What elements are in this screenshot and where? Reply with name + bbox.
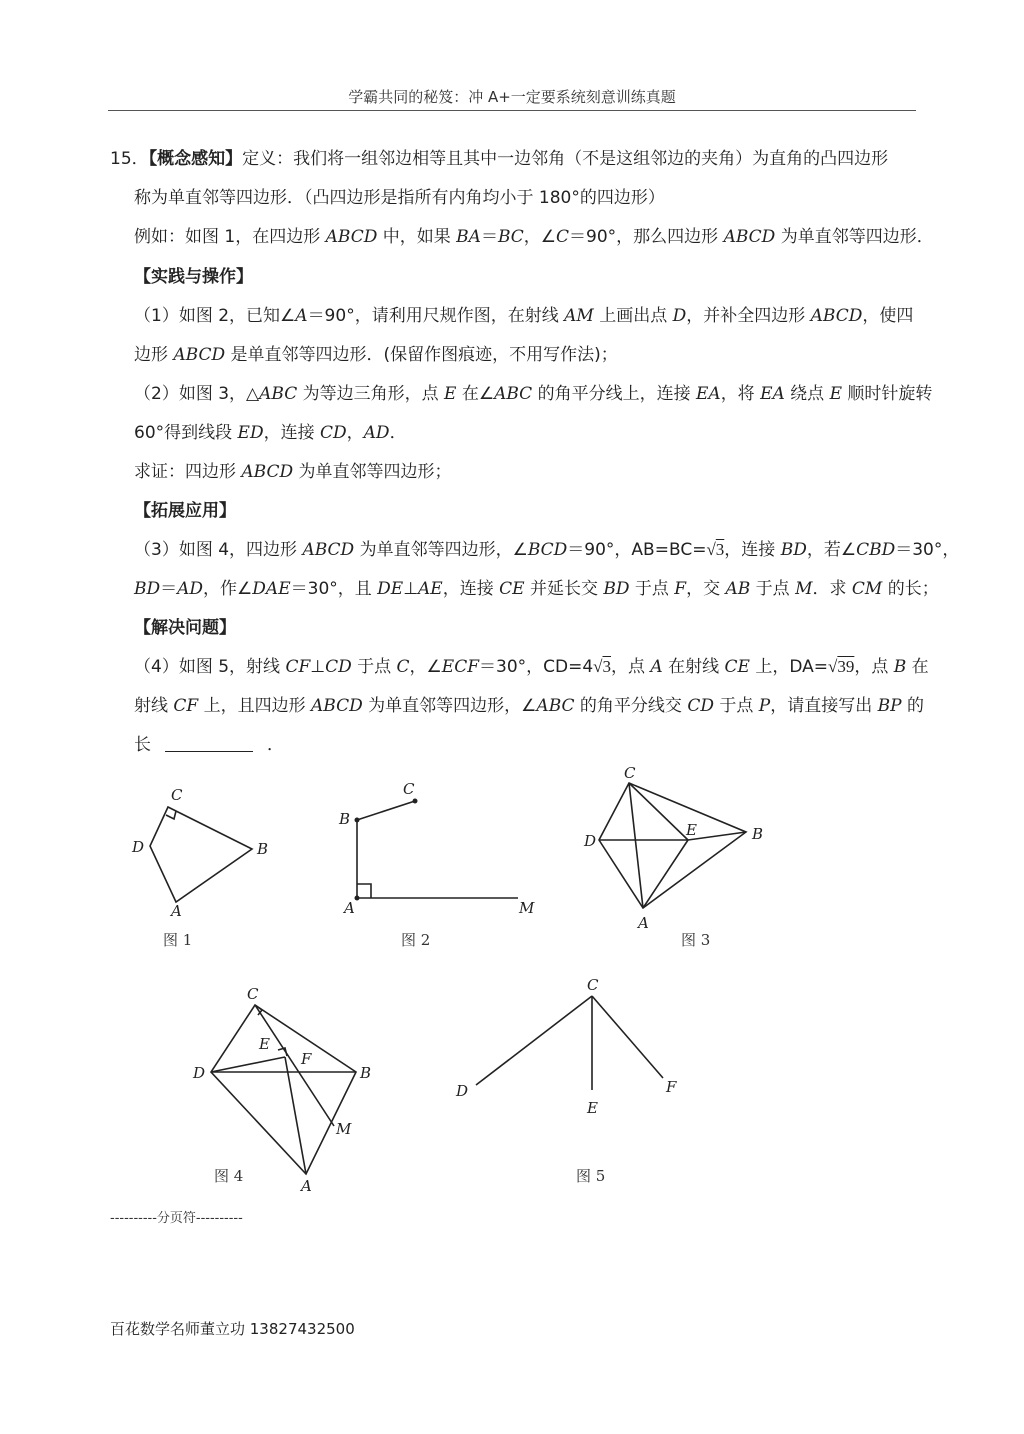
text-span: ，使四	[862, 306, 914, 326]
text-span: 于点	[351, 657, 397, 677]
footer-text: 百花数学名师董立功 13827432500	[110, 1320, 355, 1338]
figure-2	[357, 801, 518, 898]
text-span: 的角平分线交	[574, 696, 688, 716]
fig4-caption: 图 4	[214, 1167, 244, 1185]
math-var: CD	[325, 657, 352, 677]
text-span: 的角平分线上，连接	[532, 384, 696, 404]
fig3-label-d: D	[584, 832, 597, 850]
text-span: ，作∠	[203, 579, 253, 599]
fig5-ray-cf	[592, 996, 663, 1078]
text-span: 为单直邻等四边形．	[775, 227, 934, 247]
math-var: DE	[377, 579, 404, 599]
fig2-point-c	[413, 799, 418, 804]
figure-1	[150, 807, 252, 902]
fig1-label-a: A	[171, 902, 182, 920]
text-span: ＝30°，	[895, 540, 960, 560]
math-var: ABCD	[173, 345, 226, 365]
math-var: CD	[687, 696, 714, 716]
section-title: 【解决问题】	[134, 618, 236, 638]
text-span: （3）如图 4，四边形	[134, 540, 303, 560]
math-var: CBD	[856, 540, 896, 560]
text-span: 在	[906, 657, 929, 677]
fig1-quadrilateral	[150, 807, 252, 902]
text-span: 的长；	[882, 579, 939, 599]
fig4-right-angle-mark-e	[278, 1048, 287, 1056]
figure-5	[476, 996, 663, 1090]
text-span: ，∠	[409, 657, 442, 677]
fig3-segment-ea	[643, 840, 688, 908]
fig3-quadrilateral	[599, 783, 746, 908]
text-span: 于点	[713, 696, 759, 716]
fig5-label-f: F	[666, 1078, 677, 1096]
sqrt-radicand: 39	[837, 657, 855, 676]
text-span: 上，且四边形	[198, 696, 312, 716]
page-break-marker: ----------分页符----------	[110, 1211, 243, 1226]
text-span: ＝30°，CD=4	[479, 657, 594, 677]
text-span: ＝90°，那么四边形	[569, 227, 724, 247]
text-span: ，并补全四边形	[686, 306, 811, 326]
fig5-label-c: C	[587, 976, 599, 994]
fig2-label-c: C	[403, 780, 415, 798]
fig4-label-a: A	[301, 1177, 312, 1195]
math-var: BD	[780, 540, 807, 560]
math-var: CF	[173, 696, 199, 716]
math-var: AD	[177, 579, 204, 599]
fig1-label-b: B	[257, 840, 269, 858]
math-var: B	[893, 657, 907, 677]
section-title: 【实践与操作】	[134, 267, 253, 287]
text-span: 例如：如图 1，在四边形	[134, 227, 326, 247]
fig2-label-b: B	[339, 810, 351, 828]
math-var: AD	[363, 423, 390, 443]
math-var: EA	[760, 384, 785, 404]
text-span: ⊥	[403, 579, 419, 599]
text-span: （2）如图 3，△	[134, 384, 260, 404]
math-var: AM	[564, 306, 594, 326]
fig1-label-c: C	[171, 786, 183, 804]
math-var: CF	[285, 657, 311, 677]
fig4-label-f: F	[301, 1050, 312, 1068]
math-var: ABCD	[241, 462, 294, 482]
text-span: 为单直邻等四边形，∠	[362, 696, 537, 716]
math-var: M	[795, 579, 813, 599]
fig5-label-d: D	[456, 1082, 469, 1100]
fig4-segment-de	[211, 1057, 285, 1072]
math-var: CE	[499, 579, 525, 599]
fig3-label-e: E	[686, 821, 697, 839]
text-span: ，若∠	[806, 540, 857, 560]
math-var: E	[829, 384, 843, 404]
section-title: 【拓展应用】	[134, 501, 236, 521]
math-var: BP	[877, 696, 902, 716]
math-var: AB	[725, 579, 751, 599]
sqrt-expression: √3	[593, 657, 612, 676]
fig2-label-a: A	[344, 899, 355, 917]
text-span: ＝90°，请利用尺规作图，在射线	[307, 306, 565, 326]
math-var: F	[674, 579, 687, 599]
math-var: A	[295, 306, 308, 326]
math-var: CD	[320, 423, 347, 443]
fig2-point-b	[355, 818, 360, 823]
sqrt-expression: √3	[706, 540, 725, 559]
text-span: 60°得到线段	[134, 423, 238, 443]
fig3-label-c: C	[624, 764, 636, 782]
text-span: ．	[267, 735, 284, 755]
math-var: ABC	[494, 384, 533, 404]
fig2-segment-bc	[357, 801, 415, 820]
math-var: DAE	[252, 579, 291, 599]
text-span: ，交	[686, 579, 726, 599]
text-span: ，请直接写出	[770, 696, 878, 716]
text-span: ，点	[854, 657, 894, 677]
figure-4	[211, 1005, 356, 1174]
sqrt-expression: √39	[828, 657, 855, 676]
page-header: 学霸共同的秘笈：冲 A+一定要系统刻意训练真题	[348, 88, 676, 106]
text-span: （1）如图 2，已知∠	[134, 306, 296, 326]
text-span: ＝90°，AB=BC=	[567, 540, 707, 560]
math-var: BD	[134, 579, 161, 599]
fig4-label-e: E	[259, 1035, 270, 1053]
math-var: BCD	[527, 540, 568, 560]
text-span: 于点	[750, 579, 796, 599]
problem-number: 15．	[110, 149, 149, 169]
fig2-label-m: M	[519, 899, 535, 917]
math-var: BD	[603, 579, 630, 599]
math-var: ECF	[441, 657, 480, 677]
fig1-caption: 图 1	[163, 931, 193, 949]
fig3-caption: 图 3	[681, 931, 711, 949]
text-span: 长	[134, 735, 151, 755]
text-span: ．求	[812, 579, 852, 599]
text-span: 中，如果	[377, 227, 457, 247]
math-var: E	[444, 384, 457, 404]
text-span: ，	[346, 423, 364, 443]
fig2-point-a	[355, 896, 360, 901]
text-span: ，连接	[263, 423, 320, 443]
math-var: D	[672, 306, 687, 326]
math-var: C	[556, 227, 570, 247]
text-span: ＝30°，且	[290, 579, 378, 599]
fig4-segment-ea	[285, 1057, 306, 1174]
fig4-label-m: M	[336, 1120, 352, 1138]
text-span: （4）如图 5，射线	[134, 657, 286, 677]
definition-text-2: 称为单直邻等四边形．（凸四边形是指所有内角均小于 180°的四边形）	[134, 188, 665, 208]
text-span: 边形	[134, 345, 174, 365]
text-span: 为单直邻等四边形；	[293, 462, 452, 482]
math-var: ED	[237, 423, 264, 443]
text-span: 射线	[134, 696, 174, 716]
text-span: 上，DA=	[749, 657, 829, 677]
text-span: 在射线	[662, 657, 725, 677]
math-var: ABCD	[311, 696, 363, 716]
math-var: EA	[696, 384, 721, 404]
sqrt-radicand: 3	[715, 540, 725, 559]
text-span: ＝	[480, 227, 498, 247]
text-span: 在∠	[456, 384, 495, 404]
math-var: AE	[418, 579, 443, 599]
text-span: 并延长交	[524, 579, 604, 599]
text-span: 为单直邻等四边形，∠	[354, 540, 528, 560]
fig1-label-d: D	[132, 838, 145, 856]
fig5-ray-cd	[476, 996, 592, 1085]
section-concept-title: 【概念感知】	[148, 149, 243, 169]
text-span: ，∠	[523, 227, 557, 247]
fig4-label-b: B	[360, 1064, 372, 1082]
fig5-label-e: E	[587, 1099, 598, 1117]
fig4-label-d: D	[193, 1064, 206, 1082]
fig4-quadrilateral	[211, 1005, 356, 1174]
text-span: 的	[901, 696, 924, 716]
math-var: BC	[497, 227, 524, 247]
text-span: 是单直邻等四边形．(保留作图痕迹，不用写作法)；	[225, 345, 618, 365]
text-span: 于点	[629, 579, 675, 599]
text-span: ，连接	[724, 540, 781, 560]
text-span: 上画出点	[593, 306, 673, 326]
text-span: ，点	[611, 657, 651, 677]
math-var: A	[650, 657, 663, 677]
fig3-segment-ce	[629, 783, 688, 840]
text-span: ＝	[160, 579, 178, 599]
text-span: ，连接	[442, 579, 500, 599]
fig4-label-c: C	[247, 985, 259, 1003]
math-var: ABC	[536, 696, 575, 716]
text-span: ⊥	[310, 657, 326, 677]
math-var: ABCD	[810, 306, 863, 326]
math-var: ABC	[259, 384, 298, 404]
text-span: 求证：四边形	[134, 462, 242, 482]
text-span: 绕点	[784, 384, 830, 404]
text-span: ．	[389, 423, 407, 443]
math-var: ABCD	[302, 540, 355, 560]
figure-3	[599, 783, 746, 908]
fig2-right-angle-mark	[357, 884, 371, 898]
math-var: ABCD	[325, 227, 378, 247]
fig3-label-b: B	[752, 825, 764, 843]
math-var: CM	[851, 579, 883, 599]
text-span: 顺时针旋转	[842, 384, 933, 404]
fig3-label-a: A	[638, 914, 649, 932]
fig2-caption: 图 2	[401, 931, 431, 949]
math-var: BA	[456, 227, 481, 247]
sqrt-radicand: 3	[602, 657, 612, 676]
math-var: CE	[724, 657, 750, 677]
text-span: 为等边三角形，点	[297, 384, 445, 404]
fig5-caption: 图 5	[576, 1167, 606, 1185]
text-span: ，将	[720, 384, 761, 404]
math-var: P	[758, 696, 771, 716]
fig1-right-angle-mark	[166, 811, 176, 819]
math-var: ABCD	[723, 227, 776, 247]
definition-text: 定义：我们将一组邻边相等且其中一边邻角（不是这组邻边的夹角）为直角的凸四边形	[242, 149, 889, 169]
math-var: C	[396, 657, 410, 677]
